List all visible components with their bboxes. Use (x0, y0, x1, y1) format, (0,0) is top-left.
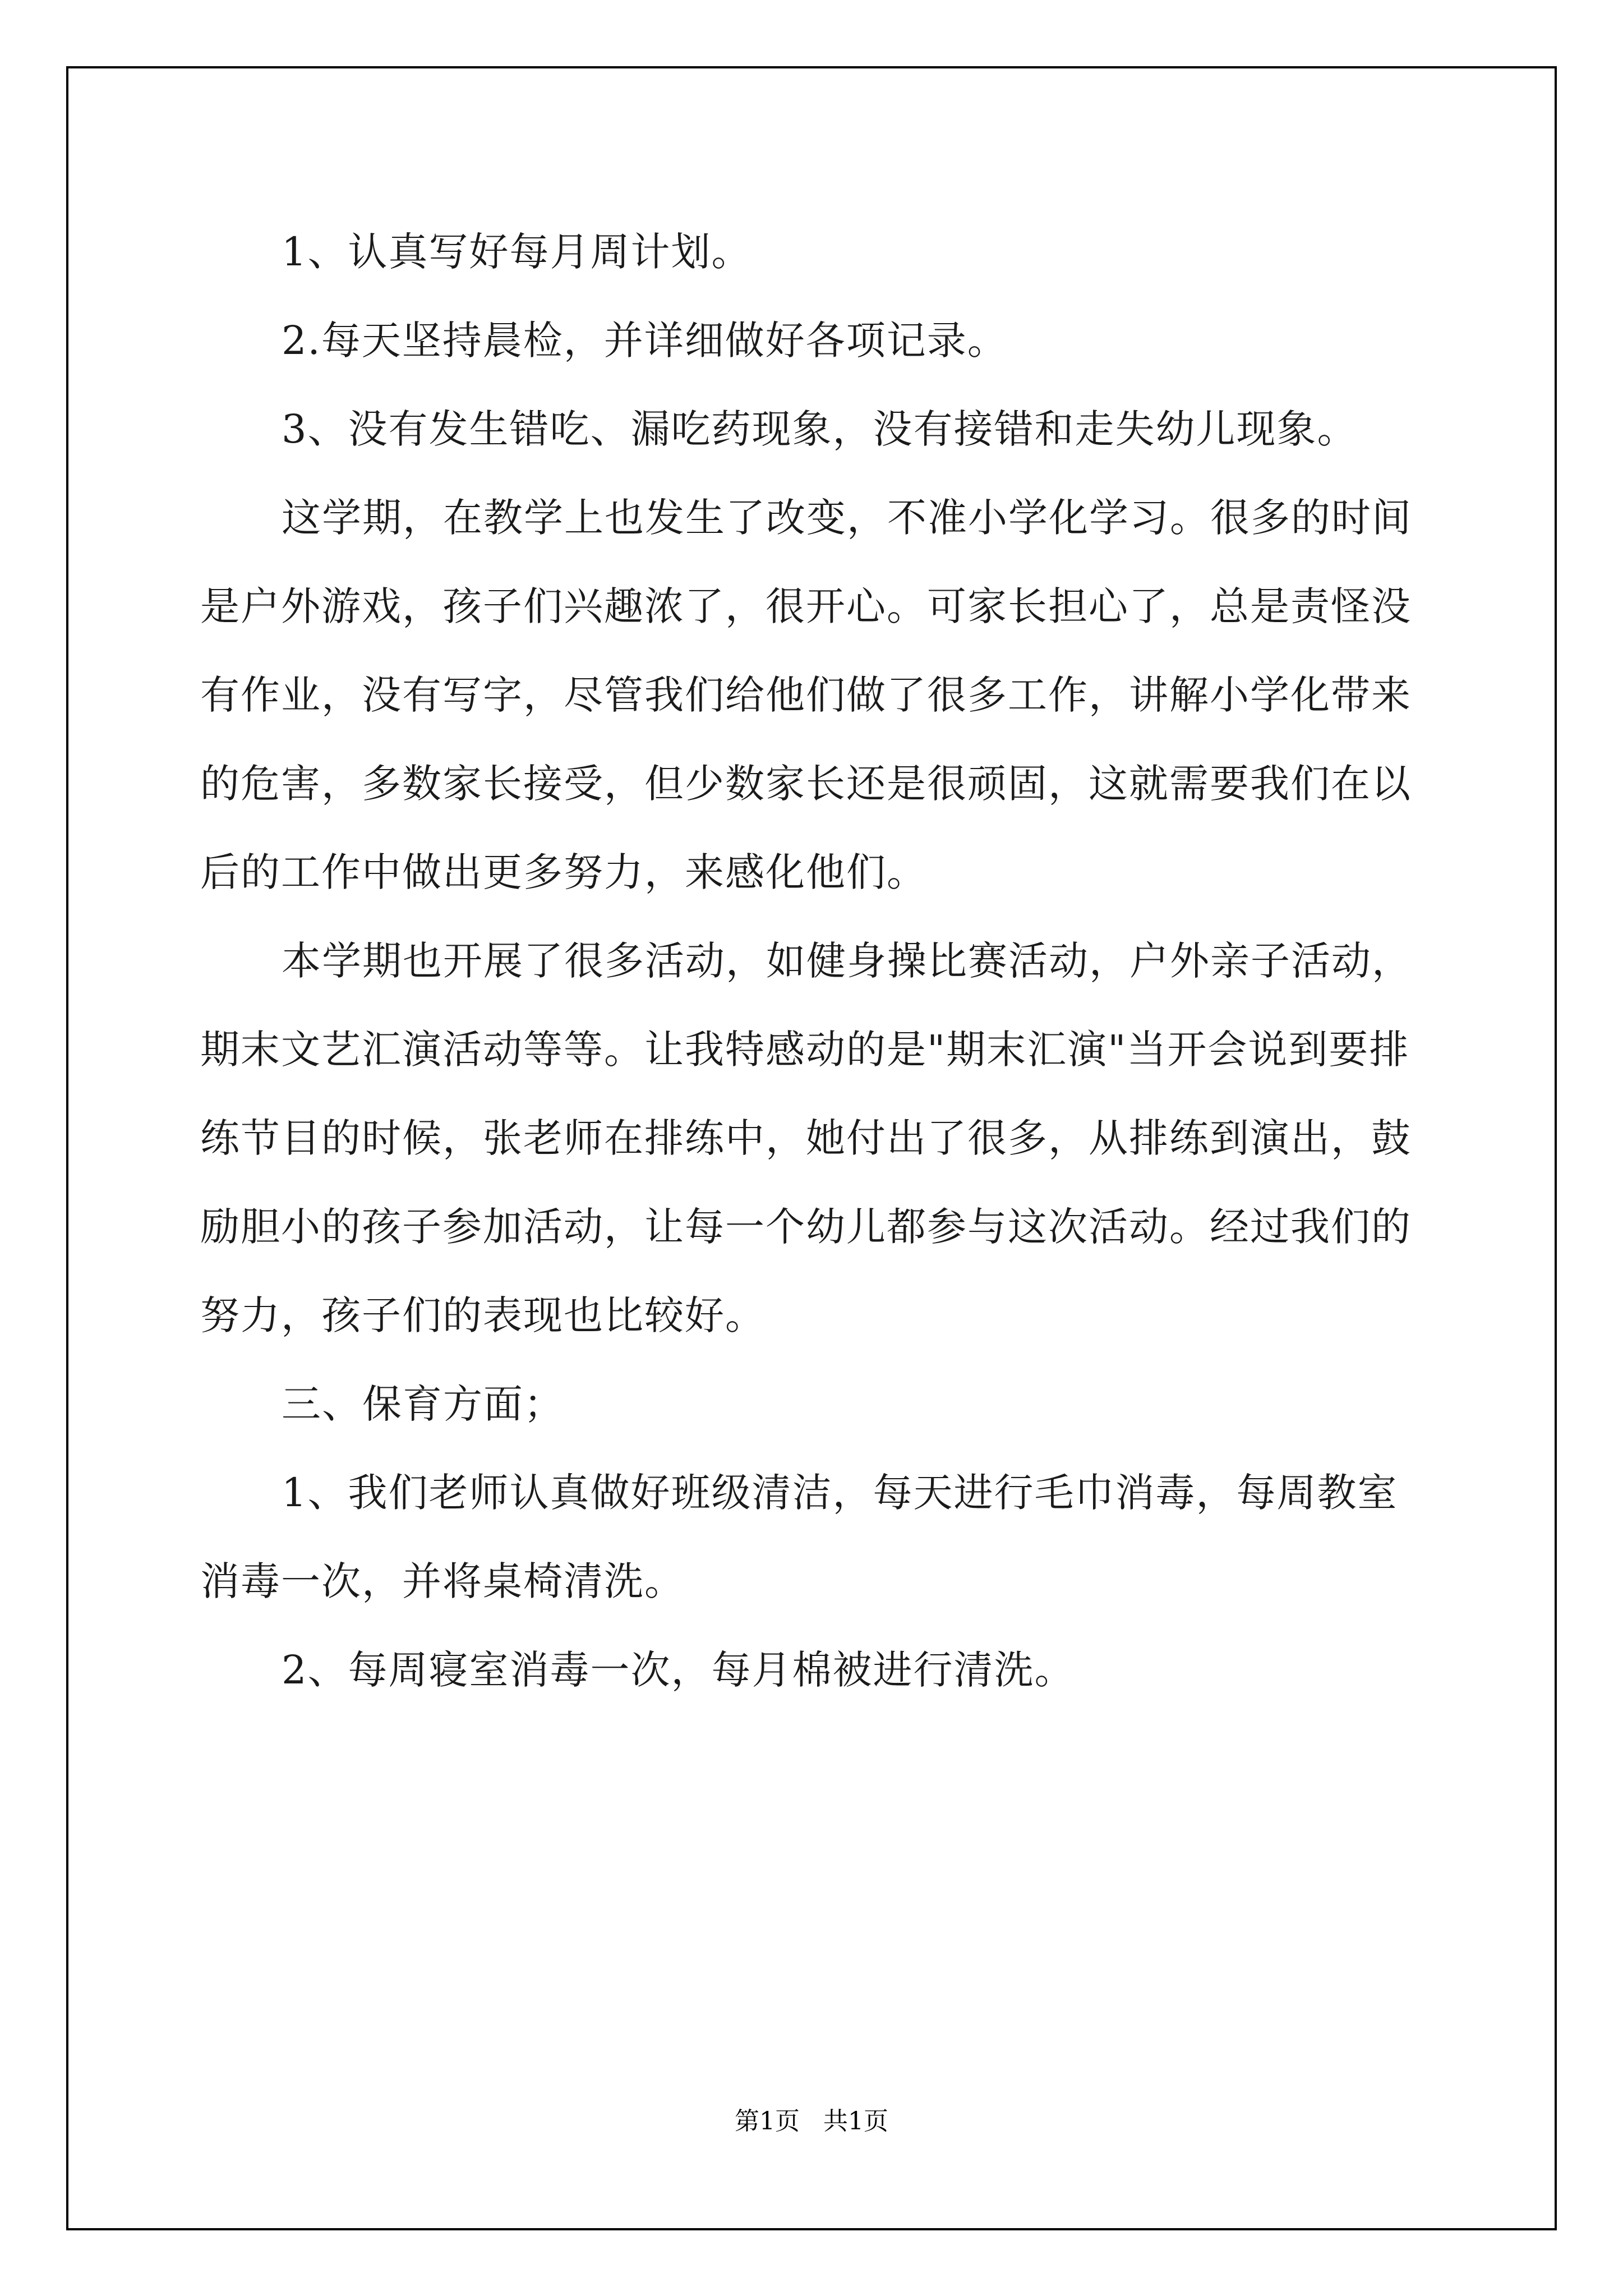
paragraph-7: 1、我们老师认真做好班级清洁，每天进行毛巾消毒，每周教室消毒一次，并将桌椅清洗。 (200, 1470, 1398, 1604)
paragraph-4: 这学期，在教学上也发生了改变，不准小学化学习。很多的时间是户外游戏，孩子们兴趣浓了，很开心。可家长担心了，总是责怪没有作业，没有写字，尽管我们给他们做了很多工作，讲解小学化带来的危害，多数家长接受，但少数家长还是很顽固，这就需要我们在以后的工作中做出更多努力，来感化他们。 (200, 495, 1412, 895)
paragraph-2: 2.每天坚持晨检，并详细做好各项记录。 (282, 318, 1008, 364)
page-footer (0, 2101, 1623, 2137)
paragraph-3: 3、没有发生错吃、漏吃药现象，没有接错和走失幼儿现象。 (282, 406, 1358, 452)
document-body (200, 208, 1434, 1714)
page-total: 共1页 (823, 2107, 888, 2136)
paragraph-8: 2、每周寝室消毒一次，每月棉被进行清洗。 (282, 1647, 1075, 1693)
paragraph-6: 三、保育方面； (282, 1381, 564, 1427)
paragraph-5: 本学期也开展了很多活动，如健身操比赛活动，户外亲子活动，期末文艺汇演活动等等。让我特感动的是"期末汇演"当开会说到要排练节目的时候，张老师在排练中，她付出了很多，从排练到演出，鼓励胆小的孩子参加活动，让每一个幼儿都参与这次活动。经过我们的努力，孩子们的表现也比较好。 (200, 938, 1412, 1338)
page-number: 第1页 (735, 2107, 800, 2136)
paragraph-1: 1、认真写好每月周计划。 (282, 229, 752, 275)
